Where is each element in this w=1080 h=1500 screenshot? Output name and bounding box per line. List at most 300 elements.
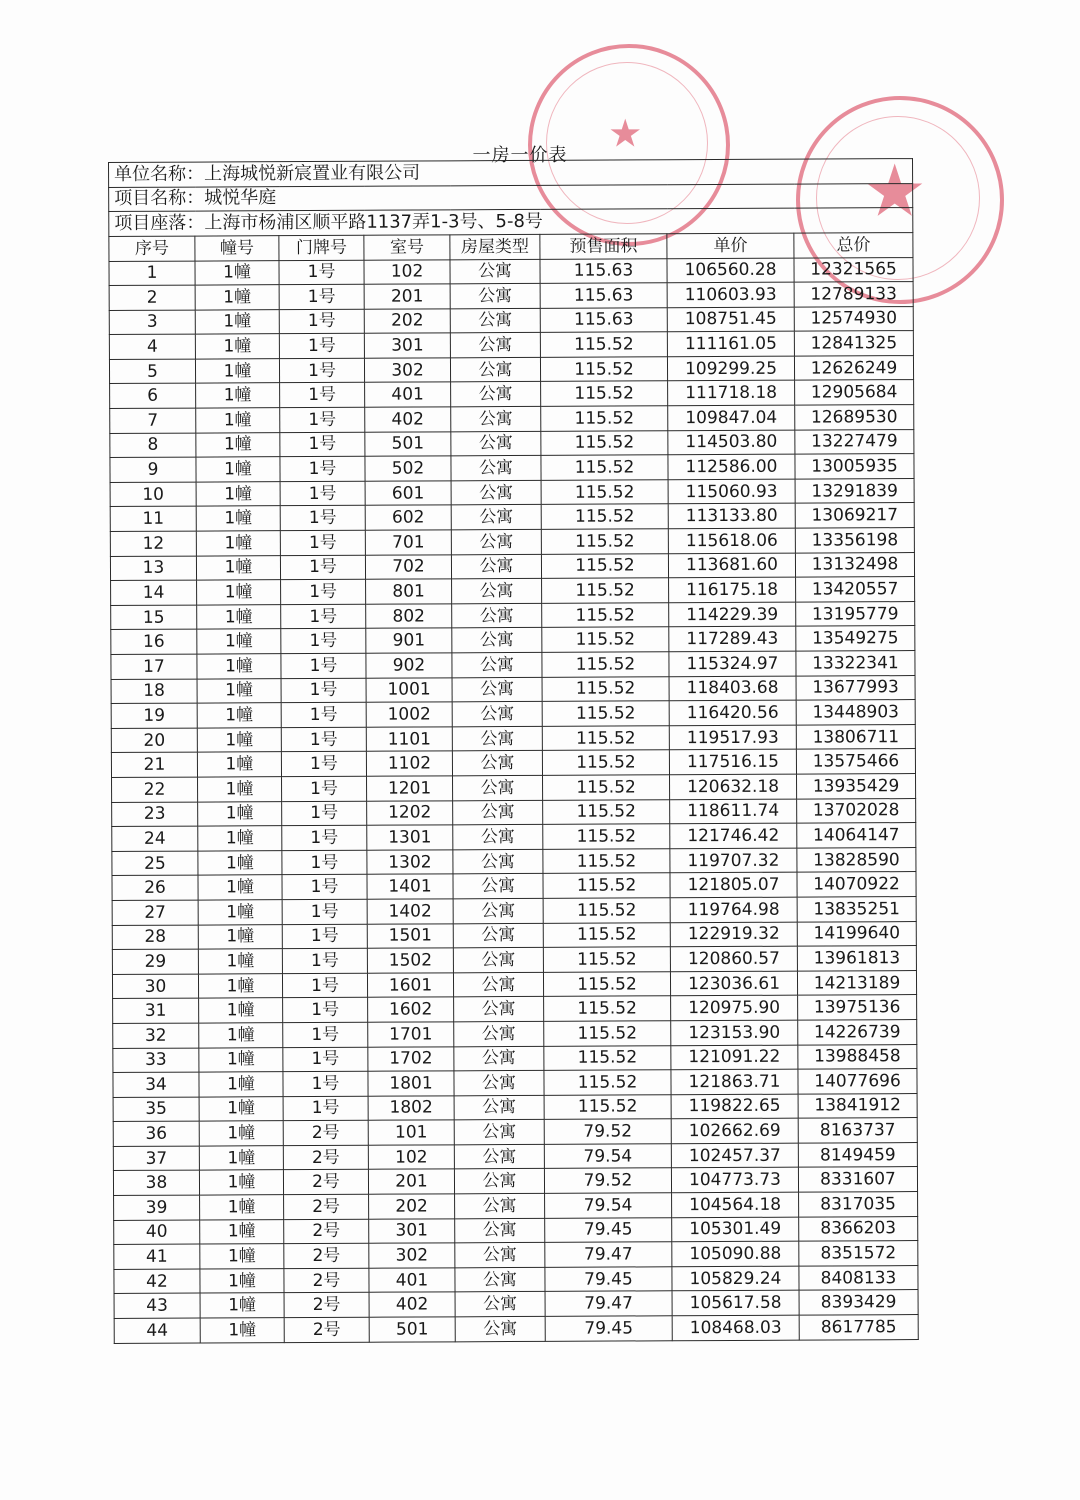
cell-building: 1幢 bbox=[197, 629, 281, 654]
cell-room: 402 bbox=[369, 1292, 455, 1317]
cell-serial: 8 bbox=[110, 433, 196, 458]
col-header-door-number: 门牌号 bbox=[279, 235, 364, 260]
cell-door-number: 2号 bbox=[283, 1145, 368, 1170]
cell-room: 401 bbox=[369, 1268, 455, 1293]
cell-building: 1幢 bbox=[195, 285, 279, 310]
cell-door-number: 1号 bbox=[282, 850, 367, 875]
cell-building: 1幢 bbox=[196, 482, 280, 507]
col-header-unit-price: 单价 bbox=[667, 233, 794, 259]
col-header-presale-area: 预售面积 bbox=[540, 233, 667, 259]
cell-house-type: 公寓 bbox=[454, 1169, 544, 1194]
cell-door-number: 1号 bbox=[281, 604, 366, 629]
cell-building: 1幢 bbox=[196, 408, 280, 433]
cell-room: 1102 bbox=[366, 751, 452, 776]
cell-room: 1202 bbox=[367, 800, 453, 825]
cell-building: 1幢 bbox=[195, 334, 279, 359]
cell-total-price: 14064147 bbox=[797, 823, 916, 848]
project-location: 项目座落：上海市杨浦区顺平路1137弄1-3号、5-8号 bbox=[109, 208, 913, 236]
cell-presale-area: 115.52 bbox=[541, 406, 668, 431]
cell-presale-area: 115.52 bbox=[541, 430, 668, 455]
cell-presale-area: 79.54 bbox=[545, 1193, 672, 1218]
cell-serial: 23 bbox=[112, 802, 198, 827]
cell-serial: 11 bbox=[110, 507, 196, 532]
cell-house-type: 公寓 bbox=[454, 1144, 544, 1169]
cell-room: 102 bbox=[364, 259, 450, 284]
cell-door-number: 1号 bbox=[280, 555, 365, 580]
cell-door-number: 1号 bbox=[282, 899, 367, 924]
cell-presale-area: 115.52 bbox=[542, 701, 669, 726]
cell-presale-area: 115.52 bbox=[544, 1070, 671, 1095]
cell-presale-area: 115.52 bbox=[543, 824, 670, 849]
cell-door-number: 1号 bbox=[281, 579, 366, 604]
cell-building: 1幢 bbox=[198, 850, 282, 875]
cell-total-price: 13988458 bbox=[798, 1044, 917, 1069]
cell-total-price: 13448903 bbox=[796, 700, 915, 725]
cell-unit-price: 120860.57 bbox=[670, 946, 797, 971]
cell-presale-area: 115.52 bbox=[544, 1045, 671, 1070]
cell-total-price: 13806711 bbox=[796, 724, 915, 749]
cell-building: 1幢 bbox=[198, 826, 282, 851]
cell-house-type: 公寓 bbox=[454, 1046, 544, 1071]
cell-total-price: 8393429 bbox=[799, 1290, 918, 1315]
cell-serial: 37 bbox=[113, 1146, 199, 1171]
cell-presale-area: 115.52 bbox=[543, 873, 670, 898]
cell-room: 1501 bbox=[367, 923, 453, 948]
cell-building: 1幢 bbox=[196, 383, 280, 408]
cell-building: 1幢 bbox=[200, 1195, 284, 1220]
cell-unit-price: 112586.00 bbox=[668, 454, 795, 479]
cell-house-type: 公寓 bbox=[450, 308, 540, 333]
cell-room: 1302 bbox=[367, 850, 453, 875]
cell-presale-area: 115.52 bbox=[540, 332, 667, 357]
cell-house-type: 公寓 bbox=[455, 1292, 545, 1317]
cell-presale-area: 115.52 bbox=[542, 750, 669, 775]
cell-serial: 24 bbox=[112, 826, 198, 851]
cell-door-number: 1号 bbox=[280, 432, 365, 457]
cell-house-type: 公寓 bbox=[452, 579, 542, 604]
cell-unit-price: 105301.49 bbox=[672, 1217, 799, 1242]
cell-building: 1幢 bbox=[197, 654, 281, 679]
cell-total-price: 13356198 bbox=[795, 528, 914, 553]
cell-unit-price: 108751.45 bbox=[667, 307, 794, 332]
cell-building: 1幢 bbox=[198, 924, 282, 949]
cell-serial: 6 bbox=[110, 384, 196, 409]
cell-total-price: 14213189 bbox=[797, 970, 916, 995]
cell-room: 502 bbox=[365, 456, 451, 481]
cell-serial: 12 bbox=[110, 531, 196, 556]
cell-room: 602 bbox=[365, 505, 451, 530]
cell-house-type: 公寓 bbox=[451, 554, 541, 579]
cell-serial: 2 bbox=[109, 285, 195, 310]
cell-house-type: 公寓 bbox=[450, 259, 540, 284]
cell-serial: 44 bbox=[114, 1318, 200, 1343]
cell-presale-area: 79.45 bbox=[545, 1316, 672, 1341]
cell-unit-price: 113133.80 bbox=[668, 504, 795, 529]
cell-room: 1702 bbox=[368, 1046, 454, 1071]
cell-door-number: 1号 bbox=[283, 1071, 368, 1096]
cell-room: 302 bbox=[369, 1243, 455, 1268]
cell-house-type: 公寓 bbox=[455, 1193, 545, 1218]
cell-unit-price: 123036.61 bbox=[670, 971, 797, 996]
cell-presale-area: 115.52 bbox=[542, 603, 669, 628]
cell-presale-area: 115.63 bbox=[540, 258, 667, 283]
cell-door-number: 2号 bbox=[284, 1219, 369, 1244]
cell-room: 1502 bbox=[367, 948, 453, 973]
col-header-building: 幢号 bbox=[195, 235, 279, 260]
cell-unit-price: 114229.39 bbox=[669, 602, 796, 627]
table-row bbox=[114, 1315, 918, 1344]
cell-house-type: 公寓 bbox=[453, 898, 543, 923]
cell-room: 401 bbox=[365, 382, 451, 407]
cell-presale-area: 115.52 bbox=[542, 652, 669, 677]
cell-door-number: 1号 bbox=[282, 776, 367, 801]
cell-room: 801 bbox=[366, 579, 452, 604]
cell-serial: 1 bbox=[109, 261, 195, 286]
cell-serial: 17 bbox=[111, 654, 197, 679]
col-header-room: 室号 bbox=[364, 234, 450, 259]
cell-door-number: 1号 bbox=[279, 309, 364, 334]
cell-room: 701 bbox=[365, 530, 451, 555]
cell-unit-price: 108468.03 bbox=[672, 1315, 799, 1340]
cell-door-number: 1号 bbox=[281, 678, 366, 703]
cell-serial: 7 bbox=[110, 408, 196, 433]
cell-unit-price: 115060.93 bbox=[668, 479, 795, 504]
cell-door-number: 1号 bbox=[282, 875, 367, 900]
cell-house-type: 公寓 bbox=[453, 972, 543, 997]
cell-door-number: 1号 bbox=[283, 1096, 368, 1121]
cell-total-price: 8366203 bbox=[799, 1216, 918, 1241]
cell-building: 1幢 bbox=[199, 1023, 283, 1048]
cell-unit-price: 121863.71 bbox=[671, 1069, 798, 1094]
cell-building: 1幢 bbox=[197, 727, 281, 752]
cell-serial: 36 bbox=[113, 1121, 199, 1146]
cell-room: 902 bbox=[366, 653, 452, 678]
cell-serial: 25 bbox=[112, 851, 198, 876]
cell-total-price: 12321565 bbox=[794, 257, 913, 282]
company-name: 单位名称：上海城悦新宸置业有限公司 bbox=[109, 159, 913, 187]
cell-serial: 15 bbox=[111, 605, 197, 630]
cell-serial: 35 bbox=[113, 1097, 199, 1122]
cell-house-type: 公寓 bbox=[452, 603, 542, 628]
cell-unit-price: 120975.90 bbox=[671, 995, 798, 1020]
cell-room: 202 bbox=[364, 309, 450, 334]
cell-building: 1幢 bbox=[196, 432, 280, 457]
cell-room: 1002 bbox=[366, 702, 452, 727]
cell-unit-price: 119764.98 bbox=[670, 897, 797, 922]
price-table bbox=[108, 158, 919, 1344]
cell-room: 1701 bbox=[368, 1022, 454, 1047]
cell-serial: 9 bbox=[110, 457, 196, 482]
cell-building: 1幢 bbox=[198, 949, 282, 974]
cell-building: 1幢 bbox=[195, 260, 279, 285]
cell-door-number: 1号 bbox=[279, 334, 364, 359]
cell-room: 1101 bbox=[366, 727, 452, 752]
cell-building: 1幢 bbox=[197, 580, 281, 605]
cell-door-number: 1号 bbox=[280, 456, 365, 481]
cell-total-price: 12905684 bbox=[795, 380, 914, 405]
cell-total-price: 8149459 bbox=[798, 1142, 917, 1167]
cell-serial: 29 bbox=[112, 949, 198, 974]
cell-total-price: 12626249 bbox=[794, 355, 913, 380]
cell-total-price: 13575466 bbox=[796, 749, 915, 774]
cell-unit-price: 118611.74 bbox=[670, 799, 797, 824]
cell-room: 402 bbox=[365, 407, 451, 432]
cell-unit-price: 114503.80 bbox=[668, 430, 795, 455]
cell-serial: 40 bbox=[114, 1220, 200, 1245]
cell-total-price: 13005935 bbox=[795, 454, 914, 479]
cell-house-type: 公寓 bbox=[451, 505, 541, 530]
cell-total-price: 12789133 bbox=[794, 282, 913, 307]
col-header-serial: 序号 bbox=[109, 236, 195, 261]
cell-door-number: 1号 bbox=[280, 506, 365, 531]
cell-serial: 41 bbox=[114, 1244, 200, 1269]
cell-building: 1幢 bbox=[199, 1170, 283, 1195]
cell-unit-price: 102662.69 bbox=[671, 1118, 798, 1143]
cell-house-type: 公寓 bbox=[455, 1316, 545, 1341]
cell-room: 1801 bbox=[368, 1071, 454, 1096]
cell-room: 501 bbox=[369, 1317, 455, 1342]
cell-total-price: 13835251 bbox=[797, 896, 916, 921]
cell-total-price: 13935429 bbox=[796, 774, 915, 799]
cell-serial: 39 bbox=[114, 1195, 200, 1220]
cell-total-price: 8331607 bbox=[798, 1167, 917, 1192]
cell-house-type: 公寓 bbox=[452, 702, 542, 727]
cell-presale-area: 115.52 bbox=[541, 480, 668, 505]
cell-room: 101 bbox=[368, 1120, 454, 1145]
cell-door-number: 1号 bbox=[281, 702, 366, 727]
cell-house-type: 公寓 bbox=[453, 948, 543, 973]
cell-building: 1幢 bbox=[198, 973, 282, 998]
cell-door-number: 2号 bbox=[284, 1194, 369, 1219]
cell-unit-price: 119822.65 bbox=[671, 1094, 798, 1119]
cell-serial: 19 bbox=[111, 703, 197, 728]
cell-total-price: 13841912 bbox=[798, 1093, 917, 1118]
cell-building: 1幢 bbox=[195, 309, 279, 334]
cell-door-number: 1号 bbox=[282, 973, 367, 998]
cell-serial: 31 bbox=[113, 998, 199, 1023]
cell-door-number: 2号 bbox=[284, 1243, 369, 1268]
cell-unit-price: 110603.93 bbox=[667, 282, 794, 307]
cell-unit-price: 118403.68 bbox=[669, 676, 796, 701]
cell-unit-price: 119517.93 bbox=[669, 725, 796, 750]
cell-room: 702 bbox=[365, 554, 451, 579]
cell-door-number: 1号 bbox=[282, 924, 367, 949]
cell-presale-area: 79.45 bbox=[545, 1267, 672, 1292]
cell-house-type: 公寓 bbox=[453, 923, 543, 948]
cell-building: 1幢 bbox=[200, 1293, 284, 1318]
cell-serial: 33 bbox=[113, 1048, 199, 1073]
cell-door-number: 1号 bbox=[281, 752, 366, 777]
cell-house-type: 公寓 bbox=[455, 1267, 545, 1292]
cell-room: 1601 bbox=[367, 973, 453, 998]
cell-building: 1幢 bbox=[200, 1268, 284, 1293]
cell-house-type: 公寓 bbox=[454, 1120, 544, 1145]
cell-serial: 20 bbox=[111, 728, 197, 753]
cell-house-type: 公寓 bbox=[450, 333, 540, 358]
company-seal-star-icon: ★ bbox=[866, 154, 924, 229]
cell-serial: 18 bbox=[111, 679, 197, 704]
cell-room: 302 bbox=[364, 358, 450, 383]
cell-total-price: 13549275 bbox=[796, 626, 915, 651]
cell-presale-area: 115.52 bbox=[544, 1094, 671, 1119]
housing-bureau-seal-mark: ★ bbox=[610, 114, 641, 154]
cell-door-number: 2号 bbox=[283, 1121, 368, 1146]
cell-total-price: 13961813 bbox=[797, 946, 916, 971]
cell-room: 301 bbox=[364, 333, 450, 358]
cell-total-price: 13195779 bbox=[796, 601, 915, 626]
cell-serial: 3 bbox=[109, 310, 195, 335]
cell-building: 1幢 bbox=[197, 604, 281, 629]
cell-presale-area: 115.52 bbox=[542, 676, 669, 701]
cell-unit-price: 123153.90 bbox=[671, 1020, 798, 1045]
cell-presale-area: 79.45 bbox=[545, 1217, 672, 1242]
cell-house-type: 公寓 bbox=[452, 628, 542, 653]
cell-building: 1幢 bbox=[200, 1244, 284, 1269]
cell-presale-area: 115.52 bbox=[541, 504, 668, 529]
cell-house-type: 公寓 bbox=[453, 775, 543, 800]
cell-presale-area: 79.52 bbox=[544, 1168, 671, 1193]
cell-house-type: 公寓 bbox=[453, 849, 543, 874]
cell-room: 1602 bbox=[368, 997, 454, 1022]
cell-door-number: 1号 bbox=[282, 801, 367, 826]
cell-building: 1幢 bbox=[199, 1146, 283, 1171]
cell-room: 601 bbox=[365, 481, 451, 506]
cell-unit-price: 106560.28 bbox=[667, 258, 794, 283]
cell-room: 1301 bbox=[367, 825, 453, 850]
cell-total-price: 12574930 bbox=[794, 306, 913, 331]
cell-house-type: 公寓 bbox=[453, 800, 543, 825]
cell-room: 1402 bbox=[367, 899, 453, 924]
cell-building: 1幢 bbox=[197, 678, 281, 703]
cell-unit-price: 109847.04 bbox=[668, 405, 795, 430]
cell-serial: 21 bbox=[111, 752, 197, 777]
cell-unit-price: 104564.18 bbox=[672, 1192, 799, 1217]
cell-door-number: 2号 bbox=[283, 1170, 368, 1195]
cell-house-type: 公寓 bbox=[452, 726, 542, 751]
cell-door-number: 2号 bbox=[284, 1317, 369, 1342]
cell-presale-area: 79.47 bbox=[545, 1242, 672, 1267]
cell-total-price: 13677993 bbox=[796, 675, 915, 700]
cell-house-type: 公寓 bbox=[451, 406, 541, 431]
cell-total-price: 14226739 bbox=[798, 1019, 917, 1044]
cell-room: 1201 bbox=[367, 776, 453, 801]
cell-total-price: 13069217 bbox=[795, 503, 914, 528]
cell-serial: 32 bbox=[113, 1023, 199, 1048]
cell-presale-area: 115.63 bbox=[540, 307, 667, 332]
cell-total-price: 8317035 bbox=[799, 1192, 918, 1217]
cell-door-number: 2号 bbox=[284, 1268, 369, 1293]
cell-door-number: 1号 bbox=[283, 1047, 368, 1072]
cell-unit-price: 121091.22 bbox=[671, 1045, 798, 1070]
col-header-total-price: 总价 bbox=[794, 232, 913, 258]
cell-room: 1001 bbox=[366, 677, 452, 702]
cell-building: 1幢 bbox=[198, 801, 282, 826]
cell-total-price: 13420557 bbox=[796, 577, 915, 602]
cell-door-number: 1号 bbox=[280, 530, 365, 555]
cell-building: 1幢 bbox=[200, 1219, 284, 1244]
cell-house-type: 公寓 bbox=[453, 825, 543, 850]
cell-building: 1幢 bbox=[200, 1318, 284, 1343]
cell-serial: 14 bbox=[111, 580, 197, 605]
cell-building: 1幢 bbox=[195, 359, 279, 384]
cell-presale-area: 115.63 bbox=[540, 283, 667, 308]
cell-presale-area: 79.52 bbox=[544, 1119, 671, 1144]
cell-unit-price: 109299.25 bbox=[667, 356, 794, 381]
cell-total-price: 8408133 bbox=[799, 1265, 918, 1290]
col-header-house-type: 房屋类型 bbox=[450, 234, 540, 259]
cell-room: 802 bbox=[366, 604, 452, 629]
cell-building: 1幢 bbox=[199, 1072, 283, 1097]
cell-room: 201 bbox=[364, 284, 450, 309]
cell-door-number: 1号 bbox=[280, 383, 365, 408]
cell-door-number: 1号 bbox=[281, 629, 366, 654]
cell-room: 201 bbox=[368, 1169, 454, 1194]
cell-door-number: 2号 bbox=[284, 1293, 369, 1318]
cell-door-number: 1号 bbox=[282, 825, 367, 850]
cell-serial: 43 bbox=[114, 1294, 200, 1319]
cell-room: 102 bbox=[368, 1145, 454, 1170]
cell-unit-price: 122919.32 bbox=[670, 922, 797, 947]
cell-house-type: 公寓 bbox=[455, 1243, 545, 1268]
cell-house-type: 公寓 bbox=[450, 357, 540, 382]
cell-house-type: 公寓 bbox=[451, 382, 541, 407]
cell-total-price: 13828590 bbox=[797, 847, 916, 872]
cell-presale-area: 115.52 bbox=[543, 775, 670, 800]
cell-room: 501 bbox=[365, 431, 451, 456]
cell-total-price: 8351572 bbox=[799, 1241, 918, 1266]
cell-house-type: 公寓 bbox=[454, 1095, 544, 1120]
cell-door-number: 1号 bbox=[283, 1022, 368, 1047]
cell-unit-price: 111718.18 bbox=[668, 381, 795, 406]
cell-house-type: 公寓 bbox=[454, 997, 544, 1022]
cell-unit-price: 116175.18 bbox=[669, 577, 796, 602]
cell-total-price: 12841325 bbox=[794, 331, 913, 356]
cell-total-price: 8163737 bbox=[798, 1118, 917, 1143]
cell-total-price: 12689530 bbox=[795, 405, 914, 430]
cell-total-price: 13975136 bbox=[798, 995, 917, 1020]
cell-room: 1802 bbox=[368, 1096, 454, 1121]
cell-presale-area: 115.52 bbox=[543, 922, 670, 947]
cell-serial: 10 bbox=[110, 482, 196, 507]
cell-presale-area: 79.54 bbox=[544, 1144, 671, 1169]
cell-unit-price: 102457.37 bbox=[671, 1143, 798, 1168]
cell-total-price: 13322341 bbox=[796, 651, 915, 676]
cell-building: 1幢 bbox=[199, 1047, 283, 1072]
page-title: 一房一价表 bbox=[472, 145, 568, 166]
cell-total-price: 13227479 bbox=[795, 429, 914, 454]
cell-house-type: 公寓 bbox=[451, 480, 541, 505]
cell-door-number: 1号 bbox=[279, 284, 364, 309]
cell-unit-price: 116420.56 bbox=[669, 700, 796, 725]
cell-total-price: 14199640 bbox=[797, 921, 916, 946]
cell-building: 1幢 bbox=[196, 555, 280, 580]
cell-presale-area: 115.52 bbox=[541, 553, 668, 578]
cell-unit-price: 115324.97 bbox=[669, 651, 796, 676]
cell-presale-area: 115.52 bbox=[543, 849, 670, 874]
cell-total-price: 13291839 bbox=[795, 478, 914, 503]
cell-door-number: 1号 bbox=[281, 653, 366, 678]
cell-house-type: 公寓 bbox=[454, 1021, 544, 1046]
cell-building: 1幢 bbox=[196, 531, 280, 556]
cell-unit-price: 113681.60 bbox=[668, 553, 795, 578]
cell-house-type: 公寓 bbox=[452, 652, 542, 677]
cell-serial: 34 bbox=[113, 1072, 199, 1097]
cell-building: 1幢 bbox=[199, 1096, 283, 1121]
cell-serial: 16 bbox=[111, 629, 197, 654]
cell-total-price: 8617785 bbox=[799, 1315, 918, 1340]
cell-presale-area: 115.52 bbox=[541, 455, 668, 480]
cell-presale-area: 115.52 bbox=[542, 627, 669, 652]
